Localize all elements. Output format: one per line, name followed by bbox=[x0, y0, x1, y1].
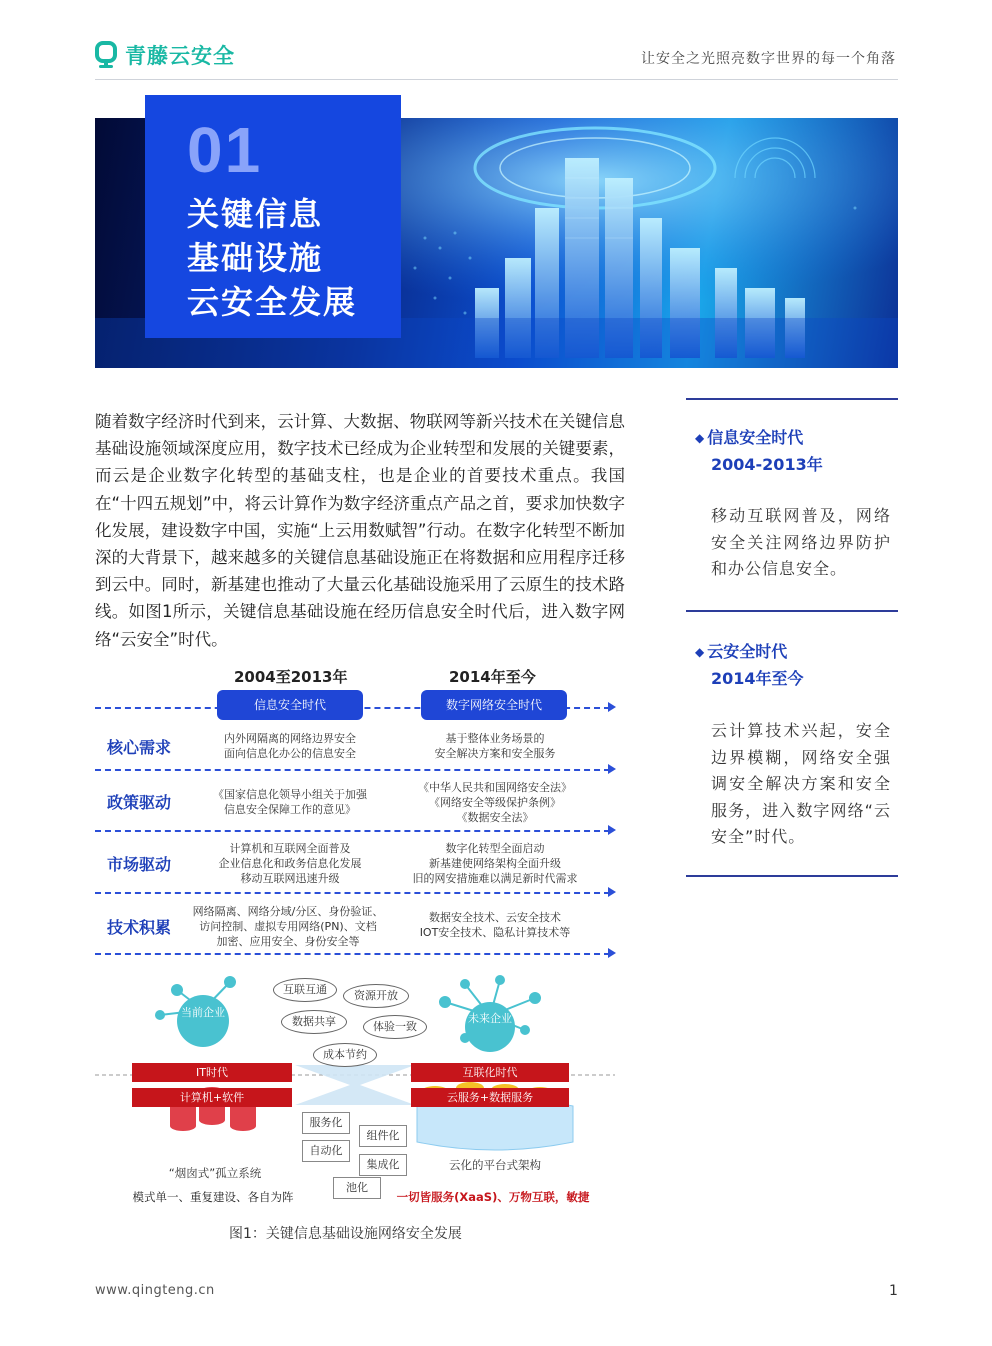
row-label-core-demand: 核心需求 bbox=[107, 738, 172, 757]
cell-core-demand-right: 基于整体业务场景的 安全解决方案和安全服务 bbox=[434, 732, 556, 760]
box-pooling: 池化 bbox=[333, 1177, 381, 1199]
bar-cloud-data-service: 云服务+数据服务 bbox=[411, 1088, 569, 1107]
cell-technology-right: 数据安全技术、云安全技术 IOT安全技术、隐私计算技术等 bbox=[419, 911, 571, 939]
chapter-title-box bbox=[145, 95, 401, 338]
figure-caption: 图1：关键信息基础设施网络安全发展 bbox=[229, 1226, 462, 1242]
brand-name: 青藤云安全 bbox=[125, 44, 235, 68]
cloud-platform-label: 云化的平台式架构 bbox=[449, 1158, 541, 1172]
footer-website-link[interactable]: www.qingteng.cn bbox=[95, 1283, 215, 1298]
cell-market-right: 数字化转型全面启动 新基建使网络架构全面升级 旧的网安措施难以满足新时代需求 bbox=[412, 842, 578, 885]
row-label-market: 市场驱动 bbox=[107, 855, 172, 874]
row-divider-arrow bbox=[95, 892, 610, 894]
silo-systems-label: “烟囱式”孤立系统 bbox=[168, 1166, 262, 1180]
row-divider-arrow bbox=[95, 953, 610, 955]
diamond-bullet-icon: ◆ bbox=[695, 645, 705, 659]
cell-core-demand-left: 内外网隔离的网络边界安全 面向信息化办公的信息安全 bbox=[224, 732, 356, 760]
bar-it-era: IT时代 bbox=[132, 1063, 292, 1082]
sidebar-era1-heading: ◆ 信息安全时代 bbox=[695, 428, 804, 447]
diamond-bullet-icon: ◆ bbox=[695, 431, 705, 445]
page-number: 1 bbox=[889, 1283, 898, 1299]
future-enterprise-node: 未来企业 bbox=[465, 1002, 515, 1052]
header-slogan: 让安全之光照亮数字世界的每一个角落 bbox=[641, 51, 896, 67]
cell-policy-right: 《中华人民共和国网络安全法》 《网络安全等级保护条例》 《数据安全法》 bbox=[418, 781, 572, 824]
sidebar-divider bbox=[686, 610, 898, 612]
bar-computer-software: 计算机+软件 bbox=[132, 1088, 292, 1107]
brand-logo[interactable] bbox=[95, 40, 235, 70]
bar-internet-era: 互联化时代 bbox=[411, 1063, 569, 1082]
year-label-left: 2004至2013年 bbox=[234, 668, 348, 686]
box-componentization: 组件化 bbox=[359, 1125, 407, 1147]
security-evolution-diagram bbox=[95, 660, 615, 1220]
bubble-resource-open: 资源开放 bbox=[343, 984, 409, 1008]
current-enterprise-node: 当前企业 bbox=[177, 995, 229, 1047]
cell-technology-left: 网络隔离、网络分域/分区、身份验证、 访问控制、虚拟专用网络(PN)、文档 加密、应用安全、身份安全等 bbox=[192, 905, 384, 948]
silo-systems-note: 模式单一、重复建设、各自为阵 bbox=[132, 1190, 294, 1204]
bubble-data-sharing: 数据共享 bbox=[281, 1010, 347, 1034]
chapter-number: 01 bbox=[187, 114, 263, 186]
box-automation: 自动化 bbox=[302, 1140, 350, 1162]
chapter-title-line-3: 云安全发展 bbox=[187, 283, 358, 321]
sidebar-era2-years: 2014年至今 bbox=[711, 669, 804, 688]
box-integration: 集成化 bbox=[359, 1154, 407, 1176]
cell-policy-left: 《国家信息化领导小组关于加强 信息安全保障工作的意见》 bbox=[213, 788, 367, 816]
era-pill-digital-network: 数字网络安全时代 bbox=[421, 690, 567, 720]
sidebar-divider bbox=[686, 398, 898, 400]
sidebar-era1-years: 2004-2013年 bbox=[711, 455, 823, 474]
year-label-right: 2014年至今 bbox=[449, 668, 536, 686]
bubble-interconnect: 互联互通 bbox=[273, 978, 337, 1002]
page-header bbox=[95, 38, 898, 80]
bubble-consistent-experience: 体验一致 bbox=[363, 1015, 427, 1039]
sidebar-era1-text: 移动互联网普及，网络安全关注网络边界防护和办公信息安全。 bbox=[711, 506, 891, 579]
bubble-cost-saving: 成本节约 bbox=[313, 1043, 377, 1067]
box-servitization: 服务化 bbox=[302, 1112, 350, 1134]
sidebar-era2-text: 云计算技术兴起，安全边界模糊，网络安全强调安全解决方案和安全服务，进入数字网络“云安全”时代。 bbox=[711, 721, 891, 847]
sidebar-era2-heading: ◆ 云安全时代 bbox=[695, 642, 788, 661]
row-divider-arrow bbox=[95, 769, 610, 771]
qingteng-logo-icon bbox=[95, 41, 117, 69]
intro-paragraph: 随着数字经济时代到来，云计算、大数据、物联网等新兴技术在关键信息基础设施领域深度应用，数字技术已经成为企业转型和发展的关键要素，而云是企业数字化转型的基础支柱，也是企业的首要技术重点。我国在“十四五规划”中，将云计算作为数字经济重点产品之首，要求加快数字化发展，建设数字中国，实施“上云用数赋智”行动。在数字化转型不断加深的大背景下，越来越多的关键信息基础设施正在将数据和应用程序迁移到云中。同时，新基建也推动了大量云化基础设施采用了云原生的技术路线。如图1所示，关键信息基础设施在经历信息安全时代后，进入数字网络“云安全”时代。 bbox=[95, 412, 625, 649]
row-divider-arrow bbox=[95, 830, 610, 832]
cloud-platform-note: 一切皆服务(XaaS)、万物互联，敏捷 bbox=[396, 1190, 590, 1204]
row-label-technology: 技术积累 bbox=[107, 918, 172, 937]
era-pill-info-security: 信息安全时代 bbox=[217, 690, 363, 720]
chapter-title-line-2: 基础设施 bbox=[187, 239, 324, 277]
chapter-title-line-1: 关键信息 bbox=[187, 195, 324, 233]
row-label-policy: 政策驱动 bbox=[107, 793, 172, 812]
sidebar-divider bbox=[686, 875, 898, 877]
cell-market-left: 计算机和互联网全面普及 企业信息化和政务信息化发展 移动互联网迅速升级 bbox=[218, 842, 362, 885]
